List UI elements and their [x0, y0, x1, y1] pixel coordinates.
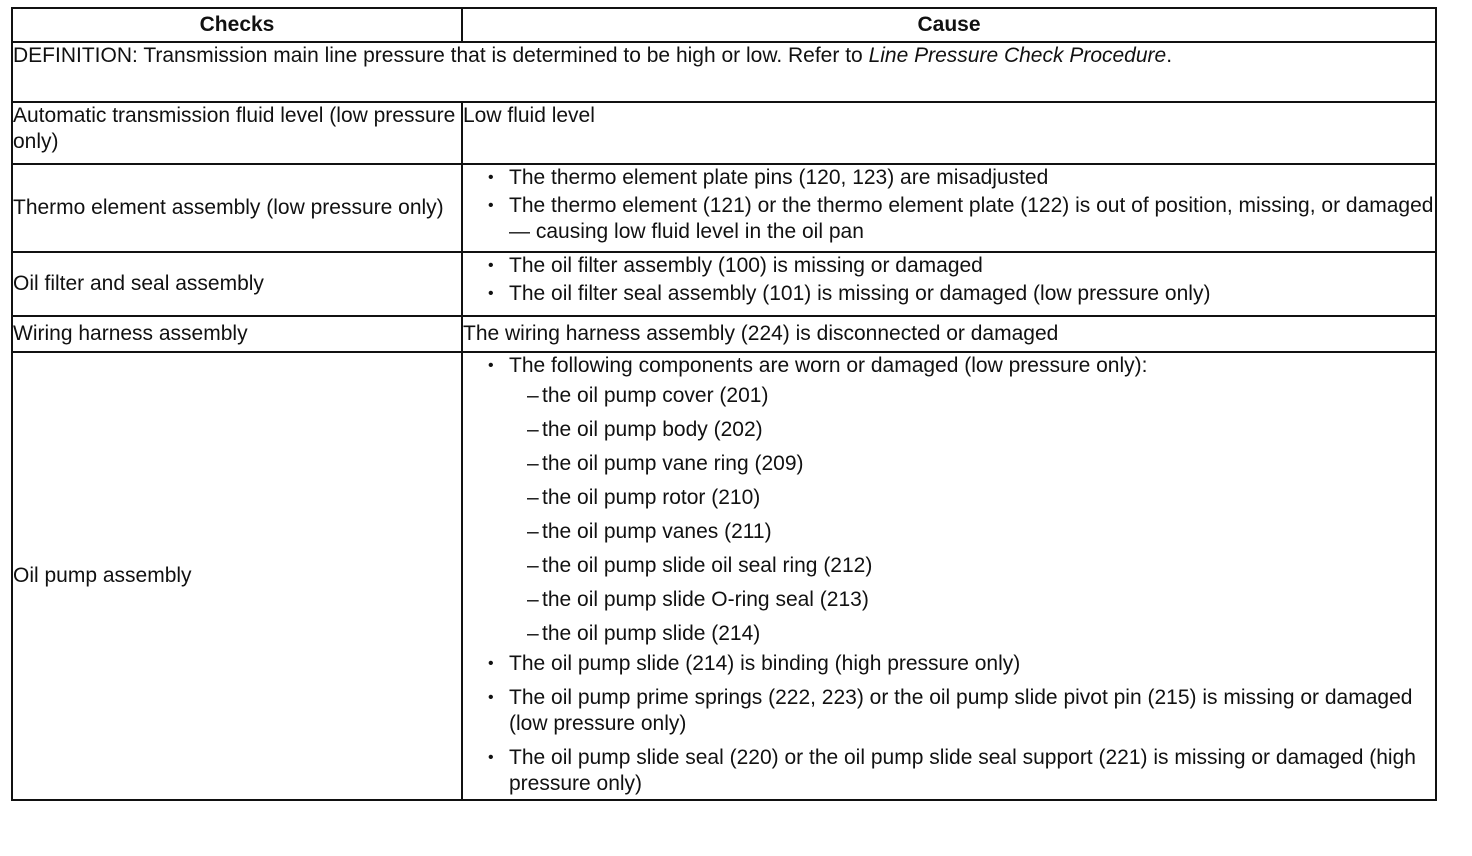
diagnostic-table: [11, 7, 1437, 801]
list-item: • The thermo element plate pins (120, 123) are misadjusted: [463, 165, 1435, 191]
sub-list-item: – the oil pump slide O-ring seal (213): [463, 583, 1435, 617]
sub-list-item: – the oil pump cover (201): [463, 379, 1435, 413]
definition-label: DEFINITION:: [13, 44, 138, 67]
cause-cell: [462, 352, 1436, 800]
check-cell: Automatic transmission fluid level (low pressure only): [12, 102, 462, 164]
sub-list-item: – the oil pump vane ring (209): [463, 447, 1435, 481]
table-row: [12, 164, 1436, 252]
list-item: • The oil pump slide (214) is binding (high pressure only): [463, 651, 1435, 677]
cause-cell: [462, 164, 1436, 252]
sub-list-item: – the oil pump body (202): [463, 413, 1435, 447]
definition-reference: Line Pressure Check Procedure: [868, 44, 1167, 67]
list-item: • The oil pump prime springs (222, 223) or the oil pump slide pivot pin (215) is missing or damaged (low pressure only): [463, 685, 1435, 737]
list-item: [463, 353, 1435, 379]
sub-list-item: – the oil pump slide oil seal ring (212): [463, 549, 1435, 583]
table-row: [12, 352, 1436, 800]
list-item: • The oil filter assembly (100) is missing or damaged: [463, 253, 1435, 279]
definition-end: .: [1166, 44, 1173, 67]
sub-list-item: – the oil pump rotor (210): [463, 481, 1435, 515]
definition-row: [12, 42, 1436, 102]
definition-cell: [12, 42, 1436, 102]
sub-list-item: – the oil pump slide (214): [463, 617, 1435, 651]
list-item: • The oil pump slide seal (220) or the oil pump slide seal support (221) is missing or damaged (high pressure only): [463, 745, 1435, 797]
list-item: • The oil filter seal assembly (101) is missing or damaged (low pressure only): [463, 281, 1435, 307]
table-row: [12, 102, 1436, 164]
cause-header: Cause: [462, 8, 1436, 42]
table-row: [12, 252, 1436, 316]
cause-cell: The wiring harness assembly (224) is disconnected or damaged: [462, 316, 1436, 352]
list-intro: The following components are worn or damaged (low pressure only):: [509, 354, 1148, 377]
check-cell: Oil pump assembly: [12, 352, 462, 800]
checks-header: Checks: [12, 8, 462, 42]
check-cell: Oil filter and seal assembly: [12, 252, 462, 316]
sub-list: [463, 379, 1435, 651]
definition-text: Transmission main line pressure that is determined to be high or low. Refer to: [143, 44, 863, 67]
sub-list-item: – the oil pump vanes (211): [463, 515, 1435, 549]
check-cell: Thermo element assembly (low pressure only): [12, 164, 462, 252]
cause-cell: [462, 252, 1436, 316]
list-item: • The thermo element (121) or the thermo element plate (122) is out of position, missing, or damaged — causing low fluid level in the oil pan: [463, 193, 1435, 245]
cause-cell: Low fluid level: [462, 102, 1436, 164]
check-cell: Wiring harness assembly: [12, 316, 462, 352]
header-row: [12, 8, 1436, 42]
table-row: [12, 316, 1436, 352]
